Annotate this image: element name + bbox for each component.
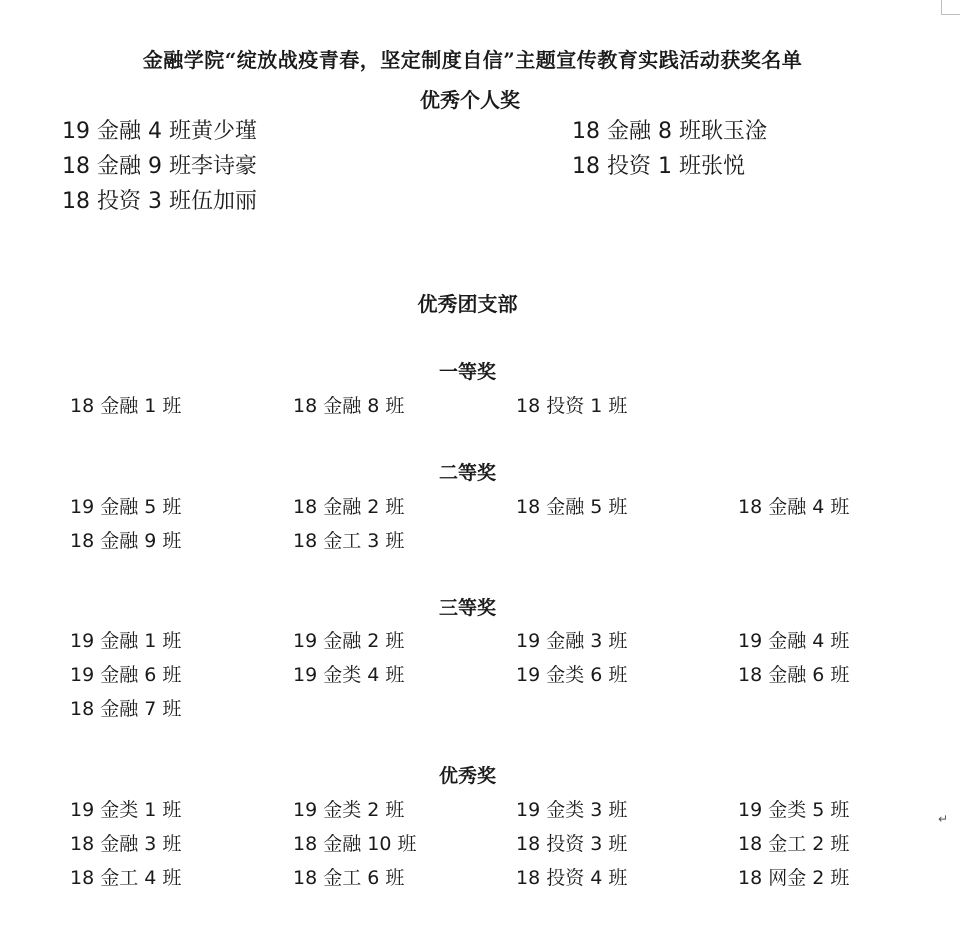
paragraph-mark-icon: ↵ bbox=[938, 812, 949, 826]
branch-awardee: 18 投资 4 班 bbox=[516, 867, 628, 889]
branch-awardee: 19 金融 5 班 bbox=[70, 496, 182, 518]
branch-awardee: 18 金融 5 班 bbox=[516, 496, 628, 518]
branch-awardee: 18 金融 9 班 bbox=[70, 530, 182, 552]
branch-awardee: 18 投资 3 班 bbox=[516, 833, 628, 855]
branch-awardee: 18 金融 7 班 bbox=[70, 698, 182, 720]
branch-awardee: 18 金工 4 班 bbox=[70, 867, 182, 889]
branch-awardee: 19 金融 1 班 bbox=[70, 630, 182, 652]
award-level-heading: 二等奖 bbox=[438, 462, 496, 484]
branch-awardee: 18 金融 6 班 bbox=[738, 664, 850, 686]
branch-awardee: 19 金类 5 班 bbox=[738, 799, 850, 821]
branch-awardee: 18 金工 3 班 bbox=[293, 530, 405, 552]
branch-award-heading: 优秀团支部 bbox=[417, 292, 518, 316]
branch-awardee: 18 金工 6 班 bbox=[293, 867, 405, 889]
document-title: 金融学院“绽放战疫青春，坚定制度自信”主题宣传教育实践活动获奖名单 bbox=[142, 48, 803, 72]
award-level-heading: 一等奖 bbox=[438, 361, 496, 383]
branch-awardee: 18 金融 10 班 bbox=[293, 833, 417, 855]
individual-awardee: 18 金融 8 班耿玉淦 bbox=[572, 119, 767, 144]
branch-awardee: 19 金类 2 班 bbox=[293, 799, 405, 821]
branch-awardee: 18 金融 4 班 bbox=[738, 496, 850, 518]
branch-awardee: 18 金工 2 班 bbox=[738, 833, 850, 855]
branch-awardee: 19 金类 6 班 bbox=[516, 664, 628, 686]
branch-awardee: 19 金类 1 班 bbox=[70, 799, 182, 821]
branch-awardee: 19 金融 4 班 bbox=[738, 630, 850, 652]
individual-awardee: 18 金融 9 班李诗豪 bbox=[62, 154, 257, 179]
branch-awardee: 18 金融 2 班 bbox=[293, 496, 405, 518]
branch-awardee: 18 金融 3 班 bbox=[70, 833, 182, 855]
award-level-heading: 三等奖 bbox=[438, 597, 496, 619]
branch-awardee: 18 金融 8 班 bbox=[293, 395, 405, 417]
individual-awardee: 18 投资 1 班张悦 bbox=[572, 154, 745, 179]
individual-awardee: 18 投资 3 班伍加丽 bbox=[62, 189, 257, 214]
page-corner-mark bbox=[941, 0, 960, 15]
branch-awardee: 19 金融 3 班 bbox=[516, 630, 628, 652]
branch-awardee: 18 网金 2 班 bbox=[738, 867, 850, 889]
award-level-heading: 优秀奖 bbox=[438, 765, 496, 787]
individual-awardee: 19 金融 4 班黄少瑾 bbox=[62, 119, 257, 144]
branch-awardee: 19 金类 4 班 bbox=[293, 664, 405, 686]
branch-awardee: 18 金融 1 班 bbox=[70, 395, 182, 417]
branch-awardee: 19 金类 3 班 bbox=[516, 799, 628, 821]
branch-awardee: 19 金融 2 班 bbox=[293, 630, 405, 652]
branch-awardee: 19 金融 6 班 bbox=[70, 664, 182, 686]
branch-awardee: 18 投资 1 班 bbox=[516, 395, 628, 417]
individual-award-heading: 优秀个人奖 bbox=[420, 88, 520, 112]
